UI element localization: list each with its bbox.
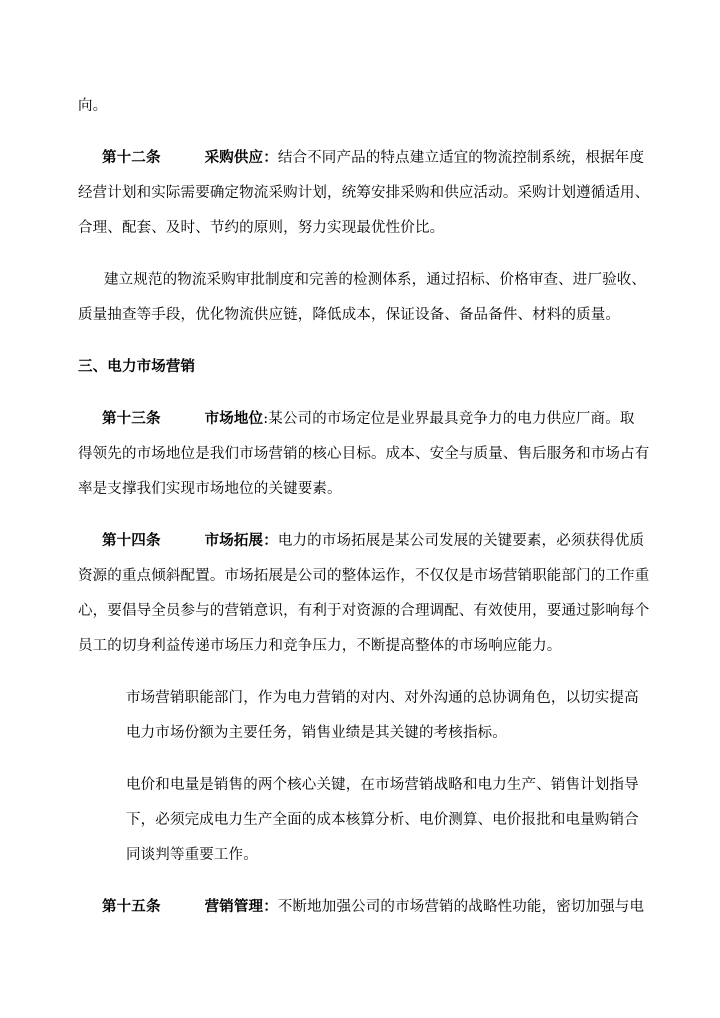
article-15-line-1 xyxy=(102,897,644,917)
article-14-line-1 xyxy=(102,531,644,551)
price-volume-line-3: 同谈判等重要工作。 xyxy=(126,847,258,863)
marketing-dept-line-2: 电力市场份额为主要任务，销售业绩是其关键的考核指标。 xyxy=(126,725,507,741)
article-14-line-3: 心，要倡导全员参与的营销意识，有利于对资源的合理调配、有效使用，要通过影响每个 xyxy=(78,603,650,619)
procurement-paragraph-line-2: 质量抽查等手段，优化物流供应链，降低成本，保证设备、备品备件、材料的质量。 xyxy=(78,307,621,323)
continued-fragment: 向。 xyxy=(78,98,108,114)
article-13-title: 市场地位 xyxy=(204,410,264,427)
article-13-line-1 xyxy=(102,409,635,429)
article-12-line-2: 经营计划和实际需要确定物流采购计划，统筹安排采购和供应活动。采购计划遵循适用、 xyxy=(78,185,650,201)
price-volume-line-1: 电价和电量是销售的两个核心关键，在市场营销战略和电力生产、销售计划指导 xyxy=(126,777,639,793)
article-14-title: 市场拓展： xyxy=(204,532,278,549)
article-12-title: 采购供应： xyxy=(204,149,278,166)
article-12-label: 第十二条 xyxy=(102,149,161,166)
article-15-label: 第十五条 xyxy=(102,898,161,915)
article-14-line-2: 资源的重点倾斜配置。市场拓展是公司的整体运作，不仅仅是市场营销职能部门的工作重 xyxy=(78,568,650,584)
article-12-text-1: 结合不同产品的特点建立适宜的物流控制系统，根据年度 xyxy=(277,150,645,166)
article-12-line-1 xyxy=(102,148,644,168)
procurement-paragraph-line-1: 建立规范的物流采购审批制度和完善的检测体系，通过招标、价格审查、进厂验收、 xyxy=(104,272,647,288)
article-12-line-3: 合理、配套、及时、节约的原则，努力实现最优性价比。 xyxy=(78,220,445,236)
section-heading: 三、电力市场营销 xyxy=(78,358,196,375)
marketing-dept-line-1: 市场营销职能部门，作为电力营销的对内、对外沟通的总协调角色，以切实提高 xyxy=(126,690,639,706)
price-volume-line-2: 下，必须完成电力生产全面的成本核算分析、电价测算、电价报批和电量购销合 xyxy=(126,812,639,828)
article-15-title: 营销管理： xyxy=(204,898,278,915)
article-15-text-1: 不断地加强公司的市场营销的战略性功能，密切加强与电 xyxy=(277,899,645,915)
article-14-label: 第十四条 xyxy=(102,532,161,549)
article-13-text-1: :某公司的市场定位是业界最具竞争力的电力供应厂商。取 xyxy=(263,411,635,427)
article-13-line-2: 得领先的市场地位是我们市场营销的核心目标。成本、安全与质量、售后服务和市场占有 xyxy=(78,446,650,462)
article-13-label: 第十三条 xyxy=(102,410,161,427)
article-14-line-4: 员工的切身利益传递市场压力和竞争压力，不断提高整体的市场响应能力。 xyxy=(78,638,562,654)
article-13-line-3: 率是支撑我们实现市场地位的关键要素。 xyxy=(78,481,342,497)
article-14-text-1: 电力的市场拓展是某公司发展的关键要素，必须获得优质 xyxy=(277,533,645,549)
